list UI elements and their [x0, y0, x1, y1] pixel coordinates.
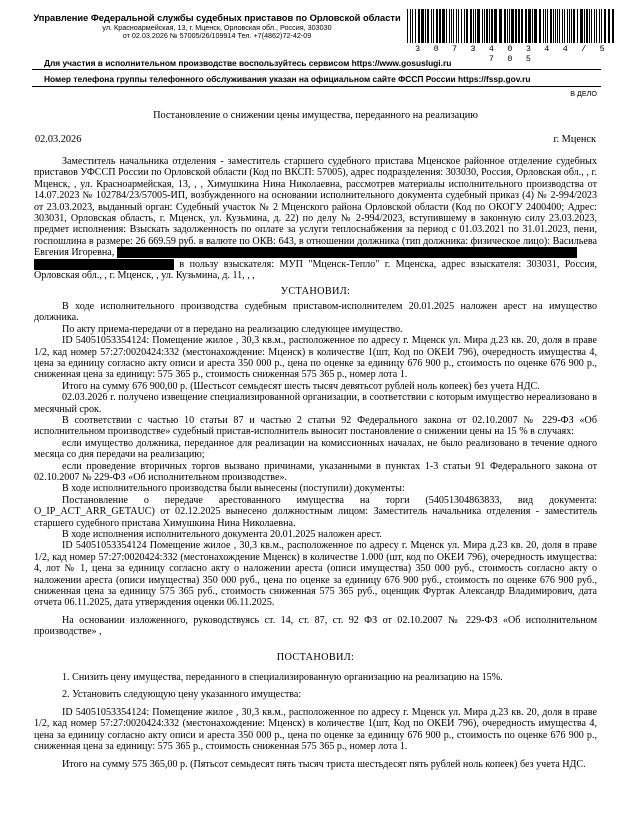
barcode-bar	[451, 9, 452, 43]
paragraph: если имущество должника, переданное для реализации на комиссионных началах, не было реализовано в течение одного месяца со дня передачи на реализацию;	[34, 437, 597, 461]
barcode-bar	[550, 9, 552, 43]
paragraph: 02.03.2026 г. получено извещение специализированной организации, в соответствии с которым имущество нереализовано в месячный срок.	[34, 392, 597, 415]
barcode-bar	[475, 9, 476, 43]
resolution-item: 2. Установить следующую цену указанного имущества:	[62, 689, 302, 701]
barcode-bar	[545, 9, 546, 43]
barcode-bar	[596, 9, 597, 43]
paragraph: В ходе исполнительного производства судебным приставом-исполнителем 20.01.2025 наложен арест на имущество должника.	[34, 300, 597, 324]
barcode-bar	[612, 9, 614, 43]
barcode-bar	[464, 9, 465, 43]
intro-text-continued: в пользу взыскателя: МУП "Мценск-Тепло" г. Мценска, адрес взыскателя: 303031, Россия, Орловская обл., , г. Мценск, , ул. Кузьмина, д. 11, , ,	[34, 258, 597, 282]
property-description: ID 54051053354124 Помещение жилое , 30,3 кв.м., расположенное по адресу г. Мценск ул. Мира д.23 кв. 20, доля в праве 1/2, кад номер 57:27:0020424:332 (местонахождение Мценск) в количестве 1.000 (шт, код по ОКЕИ 796), очередность имущества: 4, лот № 1, цена за единицу согласно акту о наложении ареста (описи имущества) 350 000 руб., стоимость согласно акту о наложении ареста (описи имущества) 350 000 руб., цена по оценке за единицу 676 900 руб., стоимость по оценке 676 900 руб., сниженная цена за единицу 575 365 руб., стоимость сниженная 575 365 руб., оценщик Фуртак Александр Владимирович, дата отчета 06.11.2025, дата утверждения оценки 06.11.2025.	[34, 540, 597, 609]
barcode-bar	[562, 9, 563, 43]
divider	[32, 86, 601, 87]
barcode-bar	[586, 9, 588, 43]
barcode-bar	[449, 9, 450, 43]
barcode-bar	[418, 9, 420, 43]
barcode-bar	[507, 9, 508, 43]
paragraph: если проведение вторичных торгов вызвано причинами, указанными в пунктах 1-3 статьи 91 Федерального закона от 02.10.2007 № 229-ФЗ «Об исполнительном производстве».	[34, 460, 597, 483]
barcode-bar	[453, 9, 454, 43]
corner-note: В ДЕЛО	[570, 89, 597, 98]
barcode-bar	[439, 9, 441, 43]
barcode-bar	[486, 9, 488, 43]
barcode-bar	[534, 9, 537, 43]
barcode-bar	[584, 9, 585, 43]
barcode-bar	[532, 9, 533, 43]
barcode-bar	[571, 9, 572, 43]
barcode-bar	[599, 9, 600, 43]
barcode-bar	[431, 9, 432, 43]
barcode-bar	[477, 9, 480, 43]
barcode	[407, 9, 617, 43]
intro-paragraph	[34, 156, 597, 281]
document-body	[34, 156, 597, 770]
barcode-bar	[456, 9, 457, 43]
barcode-bar	[482, 9, 483, 43]
barcode-bar	[577, 9, 578, 43]
barcode-bar	[427, 9, 429, 43]
barcode-bar	[567, 9, 568, 43]
barcode-bar	[470, 9, 472, 43]
document-header	[30, 13, 404, 41]
barcode-bar	[573, 9, 575, 43]
barcode-bar	[473, 9, 474, 43]
barcode-bar	[559, 9, 560, 43]
barcode-bar	[543, 9, 544, 43]
barcode-bar	[410, 9, 411, 43]
barcode-bar	[436, 9, 438, 43]
barcode-bar	[511, 9, 514, 43]
barcode-bar	[466, 9, 468, 43]
intro-text: Заместитель начальника отделения - заместитель старшего судебного пристава Мценское районное отделение судебных приставов УФССП России по Орловской области (Код по ВКСП: 57005), адрес подразделения: 303030, Россия, Орловская обл., , г. Мценск, , ул. Красноармейская, 13, , , Химушкина Нина Николаевна, рассмотрев материалы исполнительного производства от 14.07.2023 № 102784/23/57005-ИП, возбужденного на основании исполнительного документа судебный приказ (4) № 2-994/2023 от 23.03.2023, выданный орган: Судебный участок № 2 Мценского района Орловской области (Код по ОКОГУ 2400400; Адрес: 303031, Орловская область, г. Мценск, ул. Кузьмина, д. 22) по делу № 2-994/2023, вступившему в законную силу 23.03.2023, предмет исполнения: Взыскать задолженность по оплате за услуги теплоснабжения за период с 01.03.2021 по 31.01.2023, пени, госпошлина в размере: 26 669.59 руб. в валюте по ОКВ: 643, в отношении должника (тип должника: физическое лицо): Васильева Евгения Игоревна,	[34, 156, 597, 259]
barcode-bar	[433, 9, 434, 43]
paragraph-total: Итого на сумму 676 900,00 р. (Шестьсот семьдесят шесть тысяч девятьсот рублей ноль копеек) без учета НДС.	[62, 380, 540, 392]
barcode-bar	[518, 9, 520, 43]
barcode-bar	[425, 9, 426, 43]
barcode-bar	[461, 9, 462, 43]
paragraph: Постановление о передаче арестованного имущества на торги (54051304863833, вид документа: O_IP_ACT_ARR_GETAUC) от 02.12.2025 вынесено должностным лицом: Заместитель начальника отделения - заместитель старшего судебного пристава Химушкина Нина Николаевна.	[34, 494, 597, 529]
barcode-bar	[564, 9, 565, 43]
barcode-bar	[580, 9, 583, 43]
barcode-bar	[601, 9, 602, 43]
barcode-number: 3 0 7 3 4 0 3 4 4 / 5 7 0 5	[415, 44, 609, 64]
barcode-bar	[509, 9, 510, 43]
barcode-bar	[547, 9, 548, 43]
barcode-bar	[539, 9, 541, 43]
barcode-bar	[442, 9, 445, 43]
barcode-bar	[499, 9, 502, 43]
barcode-bar	[553, 9, 554, 43]
barcode-bar	[594, 9, 595, 43]
barcode-bar	[421, 9, 424, 43]
barcode-bar	[569, 9, 570, 43]
barcode-bar	[407, 9, 408, 43]
paragraph: По акту приема-передачи от в передано на реализацию следующее имущество.	[62, 323, 403, 335]
barcode-bar	[555, 9, 556, 43]
paragraph: В ходе исполнительного производства были вынесены (поступили) документы:	[62, 483, 405, 495]
paragraph: В соответствии с частью 10 статьи 87 и частью 2 статьи 92 Федерального закона от 02.10.2007 № 229-ФЗ «Об исполнительном производстве» судебный пристав-исполнитель выносит постановление о снижении цены на 15 % в случаях:	[34, 414, 597, 438]
barcode-bar	[525, 9, 527, 43]
org-address: ул. Красноармейская, 13, г. Мценск, Орловская обл., Россия, 303030	[102, 23, 332, 32]
barcode-bar	[494, 9, 497, 43]
barcode-bar	[446, 9, 447, 43]
barcode-bar	[557, 9, 558, 43]
document-date: 02.03.2026	[35, 134, 82, 145]
phone-notice: Номер телефона группы телефонного обслуживания указан на официальном сайте ФССП России https://fssp.gov.ru	[44, 74, 531, 84]
divider	[32, 69, 601, 70]
barcode-bar	[484, 9, 485, 43]
barcode-bar	[515, 9, 517, 43]
barcode-bar	[504, 9, 506, 43]
barcode-bar	[589, 9, 590, 43]
doc-details: от 02.03.2026 № 57005/26/109914 Тел. +7(4862)72-42-09	[122, 31, 312, 41]
barcode-bar	[491, 9, 493, 43]
redaction-bar	[117, 247, 577, 258]
barcode-bar	[591, 9, 592, 43]
redaction-bar	[34, 259, 174, 270]
barcode-bar	[489, 9, 490, 43]
barcode-bar	[412, 9, 413, 43]
section-heading-established: УСТАНОВИЛ:	[280, 286, 351, 298]
barcode-bar	[415, 9, 416, 43]
gosuslugi-notice: Для участия в исполнительном производстве воспользуйтесь сервисом https://www.gosuslugi.ru	[44, 58, 452, 68]
barcode-bar	[608, 9, 610, 43]
section-heading-resolved: ПОСТАНОВИЛ:	[276, 651, 355, 663]
document-city: г. Мценск	[553, 134, 596, 145]
resolution-item: 1. Снизить цену имущества, переданного в специализированную организацию на реализацию на 15%.	[62, 672, 503, 684]
barcode-bar	[604, 9, 606, 43]
paragraph-total: Итого на сумму 575 365,00 р. (Пятьсот семьдесят пять тысяч триста шестьдесят пять рублей ноль копеек) без учета НДС.	[62, 758, 586, 770]
org-name: Управление Федеральной службы судебных приставов по Орловской области	[33, 13, 401, 23]
barcode-bar	[458, 9, 459, 43]
property-description: ID 54051053354124: Помещение жилое , 30,3 кв.м., расположенное по адресу г. Мценск ул. Мира д.23 кв. 20, доля в праве 1/2, кад номер 57:27:0020424:332 (местонахождение: Мценск) в количестве 1(шт, Код по ОКЕИ 796), очередность имущества 4, цена за единицу согласно акту описи и ареста 350 000 р., цена по оценке за единицу 676 900 р., стоимость по оценке 676 900 р., сниженная цена за единицу: 575 365 р., стоимость сниженная 575 365 р., номер лота 1.	[34, 706, 597, 753]
paragraph: В ходе исполнения исполнительного документа 20.01.2025 наложен арест.	[62, 529, 382, 540]
paragraph: На основании изложенного, руководствуясь ст. 14, ст. 87, ст. 92 ФЗ от 02.10.2007 № 229-ФЗ «Об исполнительном производстве» ,	[34, 614, 597, 638]
barcode-bar	[528, 9, 531, 43]
document-title: Постановление о снижении цены имущества, переданного на реализацию	[153, 110, 478, 121]
barcode-bar	[521, 9, 523, 43]
property-description: ID 54051053354124: Помещение жилое , 30,3 кв.м., расположенное по адресу г. Мценск ул. Мира д.23 кв. 20, доля в праве 1/2, кад номер 57:27:0020424:332 (местонахождение: Мценск) в количестве 1(шт, Код по ОКЕИ 796), очередность имущества 4, цена за единицу согласно акту описи и ареста 350 000 р., цена по оценке за единицу 676 900 р., стоимость по оценке 676 900 р., сниженная цена за единицу: 575 365 р., стоимость сниженная 575 365 р., номер лота 1.	[34, 335, 597, 381]
